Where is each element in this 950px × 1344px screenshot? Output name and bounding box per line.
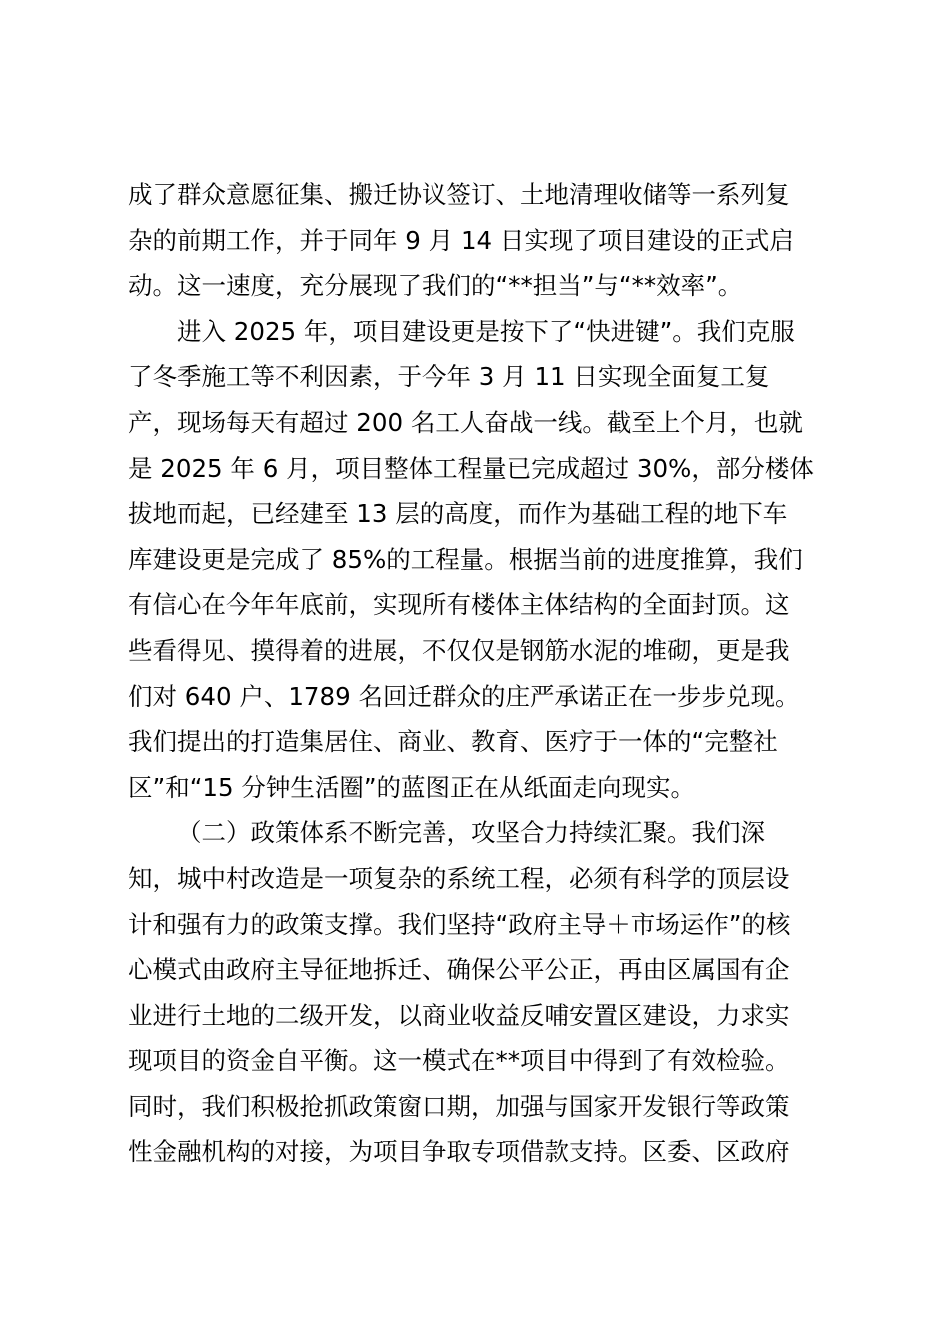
- text-line: 是 2025 年 6 月，项目整体工程量已完成超过 30%，部分楼体: [128, 453, 814, 483]
- text-line: 些看得见、摸得着的进展，不仅仅是钢筋水泥的堆砌，更是我: [128, 635, 790, 665]
- text-line: 知，城中村改造是一项复杂的系统工程，必须有科学的顶层设: [128, 863, 790, 893]
- text-line: 产，现场每天有超过 200 名工人奋战一线。截至上个月，也就: [128, 407, 803, 437]
- text-line: 成了群众意愿征集、搬迁协议签订、土地清理收储等一系列复: [128, 180, 790, 209]
- text-line: 性金融机构的对接，为项目争取专项借款支持。区委、区政府: [128, 1137, 790, 1167]
- section-heading-line: （二）政策体系不断完善，攻坚合力持续汇聚。我们深: [177, 818, 765, 848]
- text-line: 库建设更是完成了 85%的工程量。根据当前的进度推算，我们: [128, 544, 803, 574]
- paragraph-first-line: 进入 2025 年，项目建设更是按下了“快进键”。我们克服: [177, 316, 795, 346]
- text-line: 有信心在今年年底前，实现所有楼体主体结构的全面封顶。这: [128, 590, 790, 620]
- text-line: 们对 640 户、1789 名回迁群众的庄严承诺正在一步步兑现。: [128, 681, 800, 711]
- text-line: 区”和“15 分钟生活圈”的蓝图正在从纸面走向现实。: [128, 772, 696, 802]
- text-line: 计和强有力的政策支撑。我们坚持“政府主导＋市场运作”的核: [128, 909, 791, 939]
- text-line: 心模式由政府主导征地拆迁、确保公平公正，再由区属国有企: [128, 955, 790, 985]
- body-text: [128, 172, 828, 1175]
- text-line: 拔地而起，已经建至 13 层的高度，而作为基础工程的地下车: [128, 499, 788, 529]
- text-line: 业进行土地的二级开发，以商业收益反哺安置区建设，力求实: [128, 1000, 790, 1030]
- text-line: 动。这一速度，充分展现了我们的“**担当”与“**效率”。: [128, 271, 743, 301]
- text-line: 我们提出的打造集居住、商业、教育、医疗于一体的“完整社: [128, 727, 778, 757]
- text-line: 杂的前期工作，并于同年 9 月 14 日实现了项目建设的正式启: [128, 225, 794, 255]
- text-line: 了冬季施工等不利因素，于今年 3 月 11 日实现全面复工复: [128, 362, 770, 392]
- text-line: 现项目的资金自平衡。这一模式在**项目中得到了有效检验。: [128, 1046, 790, 1076]
- text-line: 同时，我们积极抢抓政策窗口期，加强与国家开发银行等政策: [128, 1091, 790, 1121]
